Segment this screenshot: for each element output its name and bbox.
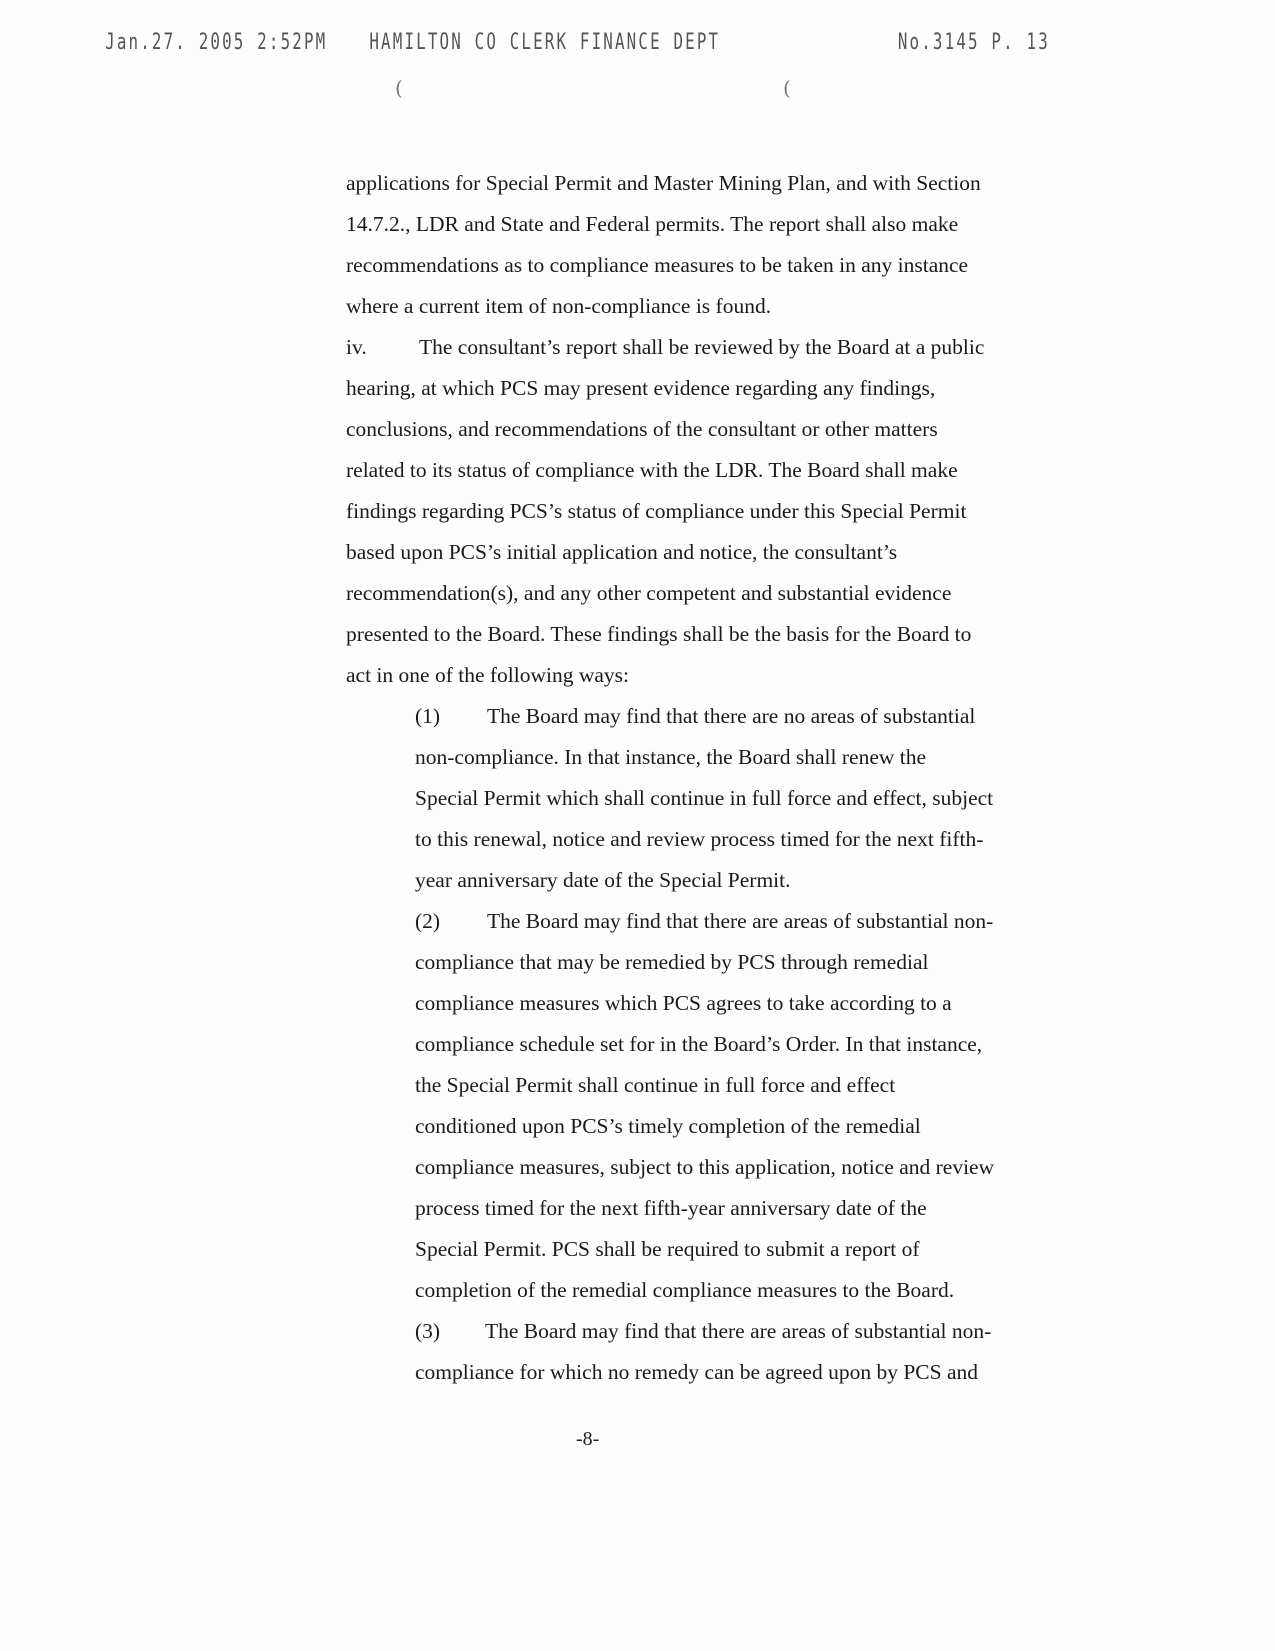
text-line: The Board may find that there are no areas of substantial: [487, 704, 976, 728]
text-line: act in one of the following ways:: [346, 663, 630, 687]
item-label-1: (1): [415, 704, 441, 728]
text-line: recommendation(s), and any other competent and substantial evidence: [346, 581, 952, 605]
text-line: non-compliance. In that instance, the Board shall renew the: [415, 745, 927, 769]
fax-department: HAMILTON CO CLERK FINANCE DEPT: [369, 30, 721, 55]
text-line: completion of the remedial compliance measures to the Board.: [415, 1278, 955, 1302]
text-line: compliance schedule set for in the Board’s Order. In that instance,: [415, 1032, 983, 1056]
item-label-2: (2): [415, 909, 441, 933]
text-line: compliance that may be remedied by PCS through remedial: [415, 950, 929, 974]
text-line: presented to the Board. These findings shall be the basis for the Board to: [346, 622, 972, 646]
text-line: The consultant’s report shall be reviewed by the Board at a public: [419, 335, 985, 359]
text-line: recommendations as to compliance measures to be taken in any instance: [346, 253, 969, 277]
text-line: applications for Special Permit and Master Mining Plan, and with Section: [346, 171, 981, 195]
text-line: compliance for which no remedy can be agreed upon by PCS and: [415, 1360, 979, 1384]
text-line: Special Permit. PCS shall be required to submit a report of: [415, 1237, 920, 1261]
text-line: findings regarding PCS’s status of compliance under this Special Permit: [346, 499, 967, 523]
text-line: conditioned upon PCS’s timely completion of the remedial: [415, 1114, 921, 1138]
text-line: compliance measures which PCS agrees to take according to a: [415, 991, 952, 1015]
text-line: Special Permit which shall continue in full force and effect, subject: [415, 786, 994, 810]
scan-mark: (: [783, 76, 791, 100]
fax-page-ref: No.3145 P. 13: [897, 30, 1050, 55]
page-number: -8-: [576, 1428, 600, 1450]
text-line: The Board may find that there are areas of substantial non-: [487, 909, 994, 933]
text-line: the Special Permit shall continue in full force and effect: [415, 1073, 896, 1097]
text-line: conclusions, and recommendations of the consultant or other matters: [346, 417, 938, 441]
text-line: based upon PCS’s initial application and notice, the consultant’s: [346, 540, 898, 564]
section-label-iv: iv.: [346, 335, 367, 359]
scan-mark: (: [395, 76, 403, 100]
text-line: The Board may find that there are areas of substantial non-: [485, 1319, 992, 1343]
item-label-3: (3): [415, 1319, 441, 1343]
text-line: where a current item of non-compliance is found.: [346, 294, 772, 318]
text-line: hearing, at which PCS may present evidence regarding any findings,: [346, 376, 936, 400]
text-line: compliance measures, subject to this application, notice and review: [415, 1155, 995, 1179]
text-line: related to its status of compliance with the LDR. The Board shall make: [346, 458, 958, 482]
fax-date-time: Jan.27. 2005 2:52PM: [105, 30, 328, 55]
text-line: year anniversary date of the Special Permit.: [415, 868, 791, 892]
text-line: to this renewal, notice and review process timed for the next fifth-: [415, 827, 984, 851]
fax-header: [0, 30, 1050, 60]
text-line: process timed for the next fifth-year anniversary date of the: [415, 1196, 927, 1220]
text-line: 14.7.2., LDR and State and Federal permits. The report shall also make: [346, 212, 959, 236]
